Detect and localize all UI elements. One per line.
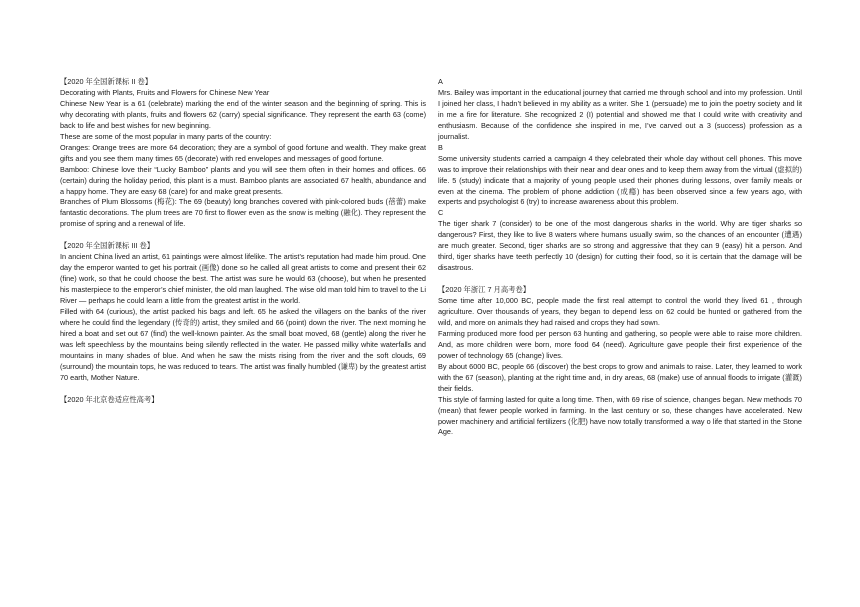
paragraph: In ancient China lived an artist, 61 paintings were almost lifelike. The artist’s reputation had made him proud. One day the emperor wanted to get his portrait (画像) done so he called all great artists to come and present their 62 (fine) work, so that he could choose the best. The artist was sure he would 63 (choose), but when he presented his masterpiece to the emperor’s chief minister, the old man laughed. The wise old man told him to travel to the Li River — perhaps he could learn a little from the greatest artist in the world. (60, 252, 426, 306)
spacer (60, 384, 426, 395)
section-heading: 【2020 年北京卷适应性高考】 (60, 394, 159, 404)
left-column (60, 77, 426, 406)
section-heading: 【2020 年全国新课标 II 卷】 (60, 77, 153, 86)
passage-letter: C (438, 208, 444, 218)
paragraph: Bamboo: Chinese love their “Lucky Bamboo” plants and you will see them often in their homes and offices. 66 (certain) during the holiday period, this plant is a must. Bamboo plants are associated 67 health, abundance and a happy home. They are easy 68 (care) for and make great presents. (60, 164, 426, 196)
paragraph: Some university students carried a campaign 4 they celebrated their whole day without cell phones. This move was to improve their relationships with their near and dear ones and to keep them away from the virtual (虚拟的) life. 5 (study) indicate that a majority of young people used their phones during lessons, over family meals or even at the cinema. The problem of phone addiction (成瘾) has been observed since a few years ago, with experts and psychologist 6 (try) to increase awareness about this problem. (438, 153, 802, 207)
paragraph: These are some of the most popular in many parts of the country: (60, 131, 272, 141)
paragraph: Oranges: Orange trees are more 64 decoration; they are a symbol of good fortune and wealth. They make great gifts and you see them many times 65 (decorate) with red envelopes and messages of good fortune. (60, 142, 426, 163)
paragraph: This style of farming lasted for quite a long time. Then, with 69 rise of science, changes began. New methods 70 (mean) that fewer people worked in farming. In the last century or so, these changes have accelerated. New power machinery and artificial fertilizers (化肥) have now totally transformed a way o life that started in the Stone Age. (438, 394, 802, 437)
paragraph: Filled with 64 (curious), the artist packed his bags and left. 65 he asked the villagers on the banks of the river where he could find the legendary (传奇的) artist, they smiled and 66 (point) down the river. The next morning he hired a boat and set out 67 (find) the well-known painter. As the small boat moved, 68 (gentle) along the river he was left speechless by the mountains being silently reflected in the water. He passed milky white waterfalls and mountains in many shades of blue. And when he saw the mists rising from the river and the soft clouds, 69 (surround) the mountain tops, he was reduced to tears. The artist was finally humbled (谦卑) by the greatest artist 70 earth, Mother Nature. (60, 307, 426, 382)
paragraph: Branches of Plum Blossoms (梅花): The 69 (beauty) long branches covered with pink-colored buds (蓓蕾) make fantastic decorations. The plum trees are 70 first to flower even as the snow is melting (融化). They represent the promise of spring and a renewal of life. (60, 197, 426, 229)
paragraph: The tiger shark 7 (consider) to be one of the most dangerous sharks in the world. Why are tiger sharks so dangerous? First, they like to live 8 waters where humans usually swim, so the chances of an encounter (遭遇) are much greater. Second, tiger sharks are so strong and aggressive that they can 9 (easy) hit a person. And third, tiger sharks have teeth perfectly 10 (design) for cutting their food, so it is certain that the damage will be disastrous. (438, 219, 802, 273)
section-heading: 【2020 年全国新课标 III 卷】 (60, 241, 155, 251)
paragraph: Farming produced more food per person 63 hunting and gathering, so people were able to raise more children. And, as more children were born, more food 64 (need). Agriculture gave people their first experience of the power of technology 65 (change) lives. (438, 328, 802, 360)
spacer (438, 274, 802, 285)
passage-letter: A (438, 77, 443, 86)
spacer (60, 230, 426, 241)
right-column (438, 77, 802, 438)
section-heading: 【2020 年浙江 7 月高考卷】 (438, 285, 531, 295)
passage-letter: B (438, 142, 443, 152)
paragraph: By about 6000 BC, people 66 (discover) the best crops to grow and animals to raise. Later, they learned to work with the 67 (season), planting at the right time and, in dry areas, 68 (make) use of annual floods to irrigate (灌溉) their fields. (438, 361, 802, 393)
paragraph: Mrs. Bailey was important in the educational journey that carried me through school and into my profession. Until I joined her class, I hadn’t believed in my ability as a writer. She 1 (persuade) me to join the poetry society and lit in me a fire for literature. She recognized 2 (I) potential and showed me that I could write with creativity and enthusiasm. Because of the confidence she inspired in me, I’ve carved out a 3 (success) profession as a journalist. (438, 87, 802, 141)
paragraph: Some time after 10,000 BC, people made the first real attempt to control the world they lived 61 , through agriculture. Over thousands of years, they began to depend less on 62 could be hunted or gathered from the wild, and more on animals they had raised and crops they had sown. (438, 296, 802, 327)
passage-title: Decorating with Plants, Fruits and Flowers for Chinese New Year (60, 87, 270, 97)
paragraph: Chinese New Year is a 61 (celebrate) marking the end of the winter season and the beginning of spring. This is why decorating with plants, fruits and flowers 62 (carry) special significance. They represent the earth 63 (come) back to life and best wishes for new beginning. (60, 98, 426, 130)
